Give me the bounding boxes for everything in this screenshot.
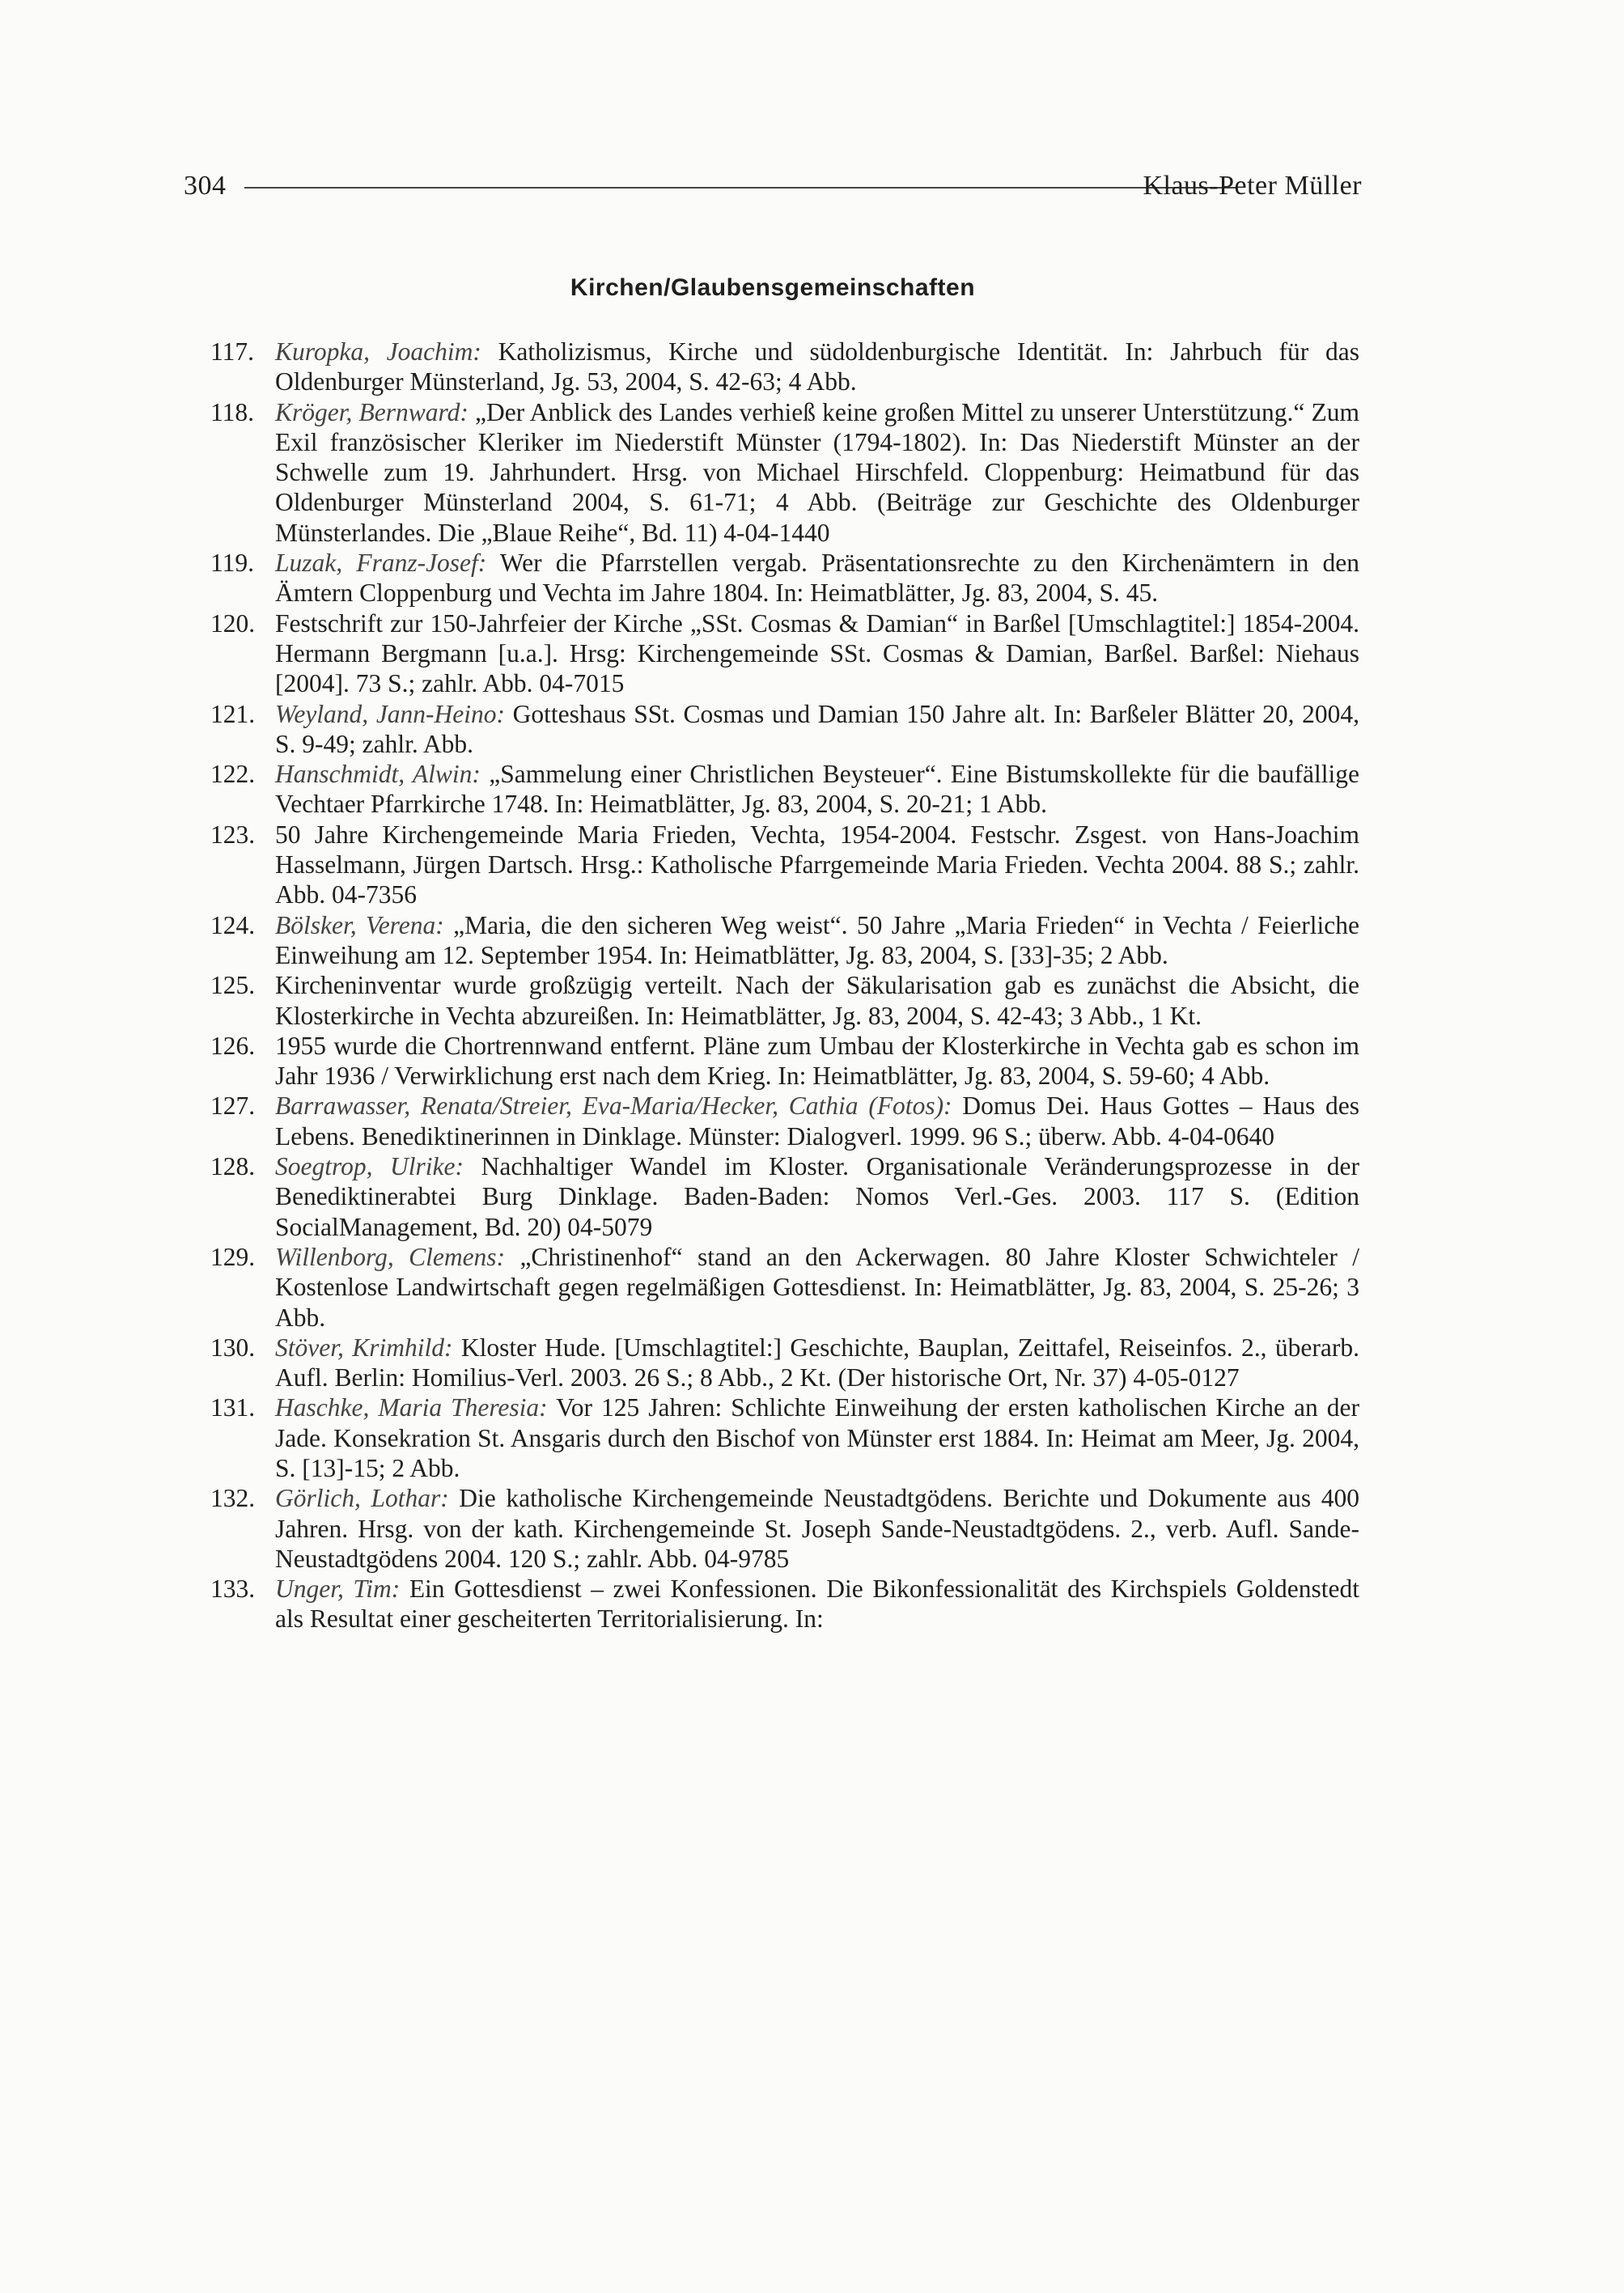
entry-text: Die katholische Kirchengemeinde Neustadtgödens. Berichte und Dokumente aus 400 Jahren. Hrsg. von der kath. Kirchengemeinde St. Joseph Sande-Neustadtgödens. 2., verb. Aufl. Sande-Neustadtgödens 2004. 120 S.; zahlr. Abb. 04-9785 bbox=[275, 1484, 1359, 1573]
entry-text: Kircheninventar wurde großzügig verteilt. Nach der Säkularisation gab es zunächst die Absicht, die Klosterkirche in Vechta abzureißen. In: Heimatblätter, Jg. 83, 2004, S. 42-43; 3 Abb., 1 Kt. bbox=[275, 971, 1359, 1030]
entry-text: Festschrift zur 150-Jahrfeier der Kirche „SSt. Cosmas & Damian“ in Barßel [Umschlagtitel:] 1854-2004. Hermann Bergmann [u.a.]. Hrsg: Kirchengemeinde SSt. Cosmas & Damian, Barßel. Barßel: Niehaus [2004]. 73 S.; zahlr. Abb. 04-7015 bbox=[275, 608, 1359, 698]
entry-author: Weyland, Jann-Heino: bbox=[275, 699, 506, 728]
bibliography-entry bbox=[210, 1031, 1359, 1091]
entry-number: 118. bbox=[210, 397, 254, 426]
entry-author: Kuropka, Joachim: bbox=[275, 337, 481, 366]
entry-number: 125. bbox=[210, 971, 256, 1000]
entry-number: 126. bbox=[210, 1031, 256, 1060]
entry-number: 117. bbox=[210, 337, 254, 366]
entry-text: Kloster Hude. [Umschlagtitel:] Geschichte, Bauplan, Zeittafel, Reiseinfos. 2., überarb. Aufl. Berlin: Homilius-Verl. 2003. 26 S.; 8 Abb., 2 Kt. (Der historische Ort, Nr. 37) 4-05-0127 bbox=[275, 1333, 1359, 1392]
page-header bbox=[184, 166, 1362, 206]
page-number: 304 bbox=[184, 171, 227, 201]
entry-author: Hanschmidt, Alwin: bbox=[275, 760, 481, 789]
entry-author: Bölsker, Verena: bbox=[275, 910, 444, 939]
entry-number: 131. bbox=[210, 1393, 256, 1422]
entry-text: Nachhaltiger Wandel im Kloster. Organisationale Veränderungsprozesse in der Benediktinerabtei Burg Dinklage. Baden-Baden: Nomos Verl.-Ges. 2003. 117 S. (Edition SocialManagement, Bd. 20) 04-5079 bbox=[275, 1152, 1359, 1241]
entry-author: Stöver, Krimhild: bbox=[275, 1333, 453, 1362]
running-head: Klaus-Peter Müller bbox=[1143, 171, 1362, 201]
bibliography-entry bbox=[210, 910, 1359, 971]
bibliography-entry bbox=[210, 548, 1359, 608]
bibliography-entry bbox=[210, 1392, 1359, 1483]
entry-text: Gotteshaus SSt. Cosmas und Damian 150 Jahre alt. In: Barßeler Blätter 20, 2004, S. 9-49; zahlr. Abb. bbox=[275, 699, 1359, 758]
entry-number: 132. bbox=[210, 1484, 256, 1513]
bibliography-entry bbox=[210, 608, 1359, 699]
bibliography-entry bbox=[210, 397, 1359, 548]
bibliography-entry bbox=[210, 337, 1359, 397]
entry-number: 128. bbox=[210, 1152, 256, 1181]
header-rule bbox=[244, 187, 1236, 189]
entry-author: Soegtrop, Ulrike: bbox=[275, 1152, 464, 1181]
entry-author: Haschke, Maria Theresia: bbox=[275, 1393, 548, 1422]
bibliography-entry bbox=[210, 1574, 1359, 1634]
bibliography-entry bbox=[210, 1151, 1359, 1242]
entry-text: „Christinenhof“ stand an den Ackerwagen. 80 Jahre Kloster Schwichteler / Kostenlose Landwirtschaft gegen regelmäßigen Gottesdienst. In: Heimatblätter, Jg. 83, 2004, S. 25-26; 3 Abb. bbox=[275, 1242, 1359, 1332]
bibliography-entry bbox=[210, 1091, 1359, 1151]
entry-text: Vor 125 Jahren: Schlichte Einweihung der ersten katholischen Kirche an der Jade. Konsekration St. Ansgaris durch den Bischof von Münster erst 1884. In: Heimat am Meer, Jg. 2004, S. [13]-15; 2 Abb. bbox=[275, 1393, 1359, 1482]
entry-text: „Sammelung einer Christlichen Beysteuer“. Eine Bistumskollekte für die baufällige Vechtaer Pfarrkirche 1748. In: Heimatblätter, Jg. 83, 2004, S. 20-21; 1 Abb. bbox=[275, 760, 1359, 819]
entry-number: 124. bbox=[210, 910, 256, 939]
entry-number: 127. bbox=[210, 1091, 256, 1121]
entry-text: 1955 wurde die Chortrennwand entfernt. Pläne zum Umbau der Klosterkirche in Vechta gab es schon im Jahr 1936 / Verwirklichung erst nach dem Krieg. In: Heimatblätter, Jg. 83, 2004, S. 59-60; 4 Abb. bbox=[275, 1031, 1359, 1091]
bibliography-entry bbox=[210, 699, 1359, 760]
entry-text: Katholizismus, Kirche und südoldenburgische Identität. In: Jahrbuch für das Oldenburger Münsterland, Jg. 53, 2004, S. 42-63; 4 Abb. bbox=[275, 337, 1359, 396]
entry-number: 119. bbox=[210, 549, 254, 578]
entry-author: Willenborg, Clemens: bbox=[275, 1242, 506, 1271]
entry-text: Wer die Pfarrstellen vergab. Präsentationsrechte zu den Kirchenämtern in den Ämtern Cloppenburg und Vechta im Jahre 1804. In: Heimatblätter, Jg. 83, 2004, S. 45. bbox=[275, 549, 1359, 608]
entry-author: Kröger, Bernward: bbox=[275, 397, 469, 426]
entry-author: Barrawasser, Renata/Streier, Eva-Maria/Hecker, Cathia (Fotos): bbox=[275, 1091, 952, 1121]
bibliography-list bbox=[0, 337, 1624, 1634]
entry-text: „Maria, die den sicheren Weg weist“. 50 Jahre „Maria Frieden“ in Vechta / Feierliche Einweihung am 12. September 1954. In: Heimatblätter, Jg. 83, 2004, S. [33]-35; 2 Abb. bbox=[275, 910, 1359, 969]
entry-author: Görlich, Lothar: bbox=[275, 1484, 449, 1513]
bibliography-entry bbox=[210, 970, 1359, 1031]
entry-text: Domus Dei. Haus Gottes – Haus des Lebens. Benediktinerinnen in Dinklage. Münster: Dialogverl. 1999. 96 S.; überw. Abb. 4-04-0640 bbox=[275, 1091, 1359, 1151]
entry-text: Ein Gottesdienst – zwei Konfessionen. Die Bikonfessionalität des Kirchspiels Goldenstedt als Resultat einer gescheiterten Territorialisierung. In: bbox=[275, 1575, 1359, 1634]
entry-number: 123. bbox=[210, 820, 256, 849]
entry-number: 133. bbox=[210, 1575, 256, 1604]
entry-author: Unger, Tim: bbox=[275, 1575, 401, 1604]
bibliography-entry bbox=[210, 1483, 1359, 1574]
entry-text: 50 Jahre Kirchengemeinde Maria Frieden, Vechta, 1954-2004. Festschr. Zsgest. von Hans-Joachim Hasselmann, Jürgen Dartsch. Hrsg.: Katholische Pfarrgemeinde Maria Frieden. Vechta 2004. 88 S.; zahlr. Abb. 04-7356 bbox=[275, 820, 1359, 909]
entry-number: 121. bbox=[210, 699, 256, 728]
entry-author: Luzak, Franz-Josef: bbox=[275, 549, 487, 578]
entry-number: 122. bbox=[210, 760, 256, 789]
entry-number: 120. bbox=[210, 608, 256, 638]
bibliography-entry bbox=[210, 820, 1359, 910]
bibliography-entry bbox=[210, 1242, 1359, 1333]
section-title: Kirchen/Glaubensgemeinschaften bbox=[570, 274, 976, 301]
bibliography-entry bbox=[210, 759, 1359, 820]
entry-number: 130. bbox=[210, 1333, 256, 1362]
bibliography-entry bbox=[210, 1333, 1359, 1393]
entry-text: „Der Anblick des Landes verhieß keine großen Mittel zu unserer Unterstützung.“ Zum Exil französischer Kleriker im Niederstift Münster (1794-1802). In: Das Niederstift Münster an der Schwelle zum 19. Jahrhundert. Hrsg. von Michael Hirschfeld. Cloppenburg: Heimatbund für das Oldenburger Münsterland 2004, S. 61-71; 4 Abb. (Beiträge zur Geschichte des Oldenburger Münsterlandes. Die „Blaue Reihe“, Bd. 11) 4-04-1440 bbox=[275, 397, 1359, 547]
entry-number: 129. bbox=[210, 1242, 256, 1271]
